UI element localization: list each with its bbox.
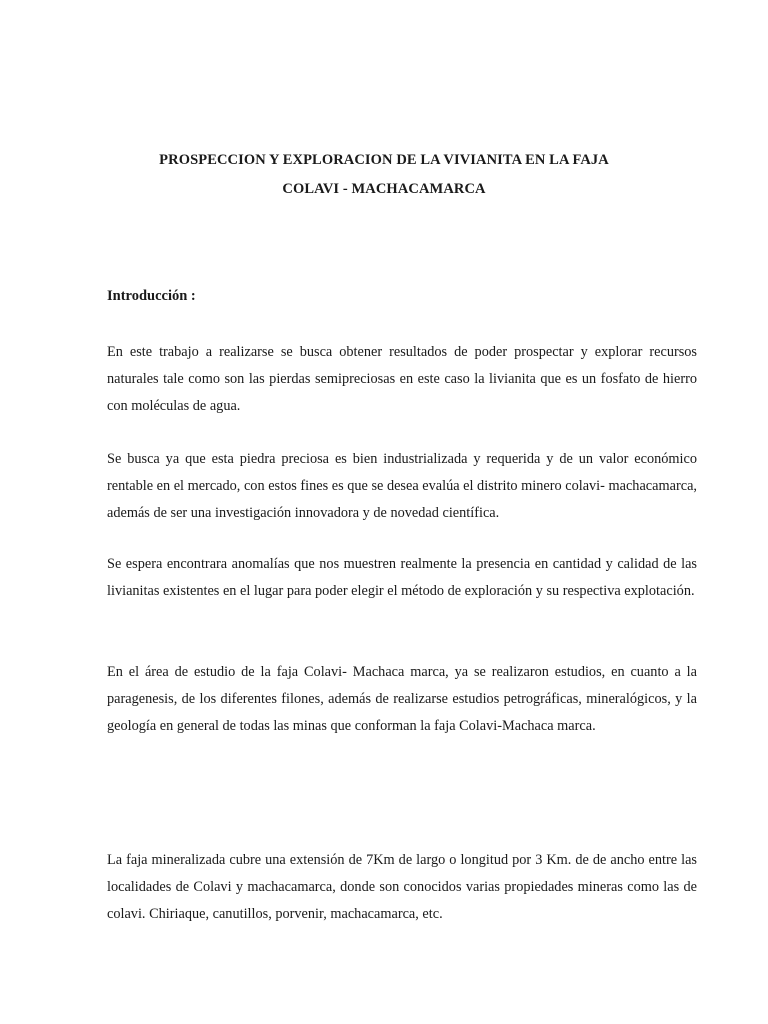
document-title-line-2: COLAVI - MACHACAMARCA bbox=[282, 181, 486, 197]
paragraph-3: Se espera encontrara anomalías que nos muestren realmente la presencia en cantidad y calidad de las livianitas existentes en el lugar para poder elegir el método de exploración y su respectiva explotación. bbox=[107, 556, 697, 599]
paragraph-1: En este trabajo a realizarse se busca obtener resultados de poder prospectar y explorar recursos naturales tale como son las pierdas semipreciosas en este caso la livianita que es un fosfato de hierro con moléculas de agua. bbox=[107, 344, 697, 414]
section-heading-introduccion: Introducción : bbox=[107, 288, 196, 304]
document-title-line-1: PROSPECCION Y EXPLORACION DE LA VIVIANITA EN LA FAJA bbox=[159, 152, 609, 168]
paragraph-2: Se busca ya que esta piedra preciosa es bien industrializada y requerida y de un valor económico rentable en el mercado, con estos fines es que se desea evalúa el distrito minero colavi- machacamarca, además de ser una investigación innovadora y de novedad científica. bbox=[107, 451, 697, 521]
paragraph-4: En el área de estudio de la faja Colavi- Machaca marca, ya se realizaron estudios, en cuanto a la paragenesis, de los diferentes filones, además de realizarse estudios petrográficas, mineralógicos, y la geología en general de todas las minas que conforman la faja Colavi-Machaca marca. bbox=[107, 664, 697, 734]
paragraph-5: La faja mineralizada cubre una extensión de 7Km de largo o longitud por 3 Km. de de ancho entre las localidades de Colavi y machacamarca, donde son conocidos varias propiedades mineras como las de colavi. Chiriaque, canutillos, porvenir, machacamarca, etc. bbox=[107, 852, 697, 922]
